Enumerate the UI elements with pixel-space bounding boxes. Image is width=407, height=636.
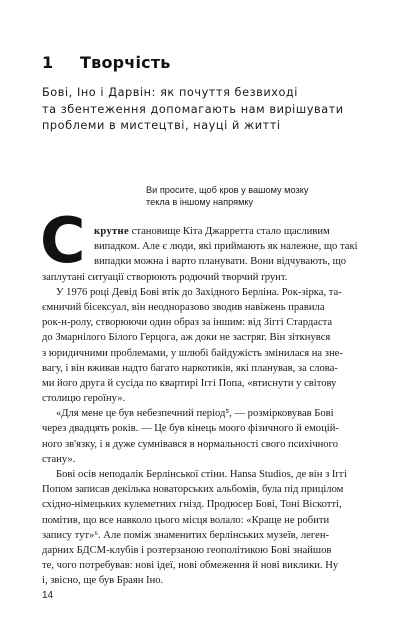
body-line: крутне становище Кіта Джарретта стало щасливим [94, 226, 330, 237]
body-line: помітив, що все навколо цього місця волало: «Краще не робити [42, 514, 330, 526]
body-line: випадки можна і варто планувати. Вони відчувають, що [94, 256, 347, 268]
epigraph-line: текла в іншому напрямку [146, 197, 254, 208]
page-number: 14 [42, 590, 54, 601]
body-line: те, чого потребував: нові ідеї, нові обмеження й нові виклики. Ну [42, 560, 339, 572]
body-line: ного зв'язку, і я дуже сумнівався в нормальності свого психічного [42, 438, 338, 450]
body-text [42, 224, 375, 589]
body-line: Бові осів неподалік Берлінської стіни. Hansa Studios, де він з Іггі [56, 469, 348, 480]
body-line: вагу, і він вживав надто багато наркотиків, які планував, за слова- [42, 362, 338, 374]
body-line: заплутані ситуації створюють родючий творчий ґрунт. [42, 271, 288, 283]
body-line: до Змарнілого Білого Герцога, аж доки не застряг. Він зіткнувся [42, 332, 331, 344]
body-line: через двадцять років. — Це був кінець моого фізичного й емоцій- [42, 423, 339, 435]
body-line: ми його друга й сусіда по квартирі Іггі Попа, «втиснути у світову [42, 377, 337, 389]
body-line: Попом записав декілька новаторських альбомів, була під прицілом [42, 484, 344, 496]
drop-cap: С [40, 204, 86, 277]
chapter-title: Творчість [80, 53, 171, 72]
body-line: з юридичними проблемами, у шлюбі байдужість змінилася на зне- [42, 347, 343, 359]
epigraph [146, 184, 346, 209]
body-line: стану». [42, 453, 76, 465]
body-line: «Для мене це був небезпечний період⁵, — розмірковував Бові [56, 408, 334, 420]
body-line: ємничий бісексуал, він неодноразово зводив навіжень правила [42, 301, 325, 313]
subtitle-line: проблеми в мистецтві, науці й житті [42, 119, 281, 132]
chapter-heading [42, 53, 171, 72]
subtitle-line: Бові, Іно і Дарвін: як почуття безвиході [42, 86, 298, 99]
body-line: рок-н-ролу, створюючи один образ за іншим: від Зіггі Стардаста [42, 317, 333, 329]
chapter-subtitle [42, 85, 382, 135]
body-line: столицю героїну». [42, 393, 126, 405]
body-line: запису тут»⁶. Але поміж знаменитих берлінських музеїв, леген- [42, 529, 330, 541]
epigraph-line: Ви просите, щоб кров у вашому мозку [146, 185, 309, 195]
chapter-number: 1 [42, 53, 54, 72]
body-line: У 1976 році Девід Бові втік до Західного Берліна. Рок-зірка, та- [56, 286, 342, 298]
body-line: східно-німецьких кулеметних гнізд. Продюсер Бові, Тоні Віскотті, [42, 499, 342, 511]
body-line: дарних БДСМ-клубів і розтерзаною геополітикою Бові знайшов [42, 544, 332, 556]
body-line: і, звісно, ще був Браян Іно. [42, 575, 164, 587]
subtitle-line: та збентеження допомагають нам вирішувати [42, 102, 344, 116]
body-lead-word: крутне [94, 226, 129, 237]
body-line: випадком. Але є люди, які приймають як належне, що такі [94, 241, 358, 253]
